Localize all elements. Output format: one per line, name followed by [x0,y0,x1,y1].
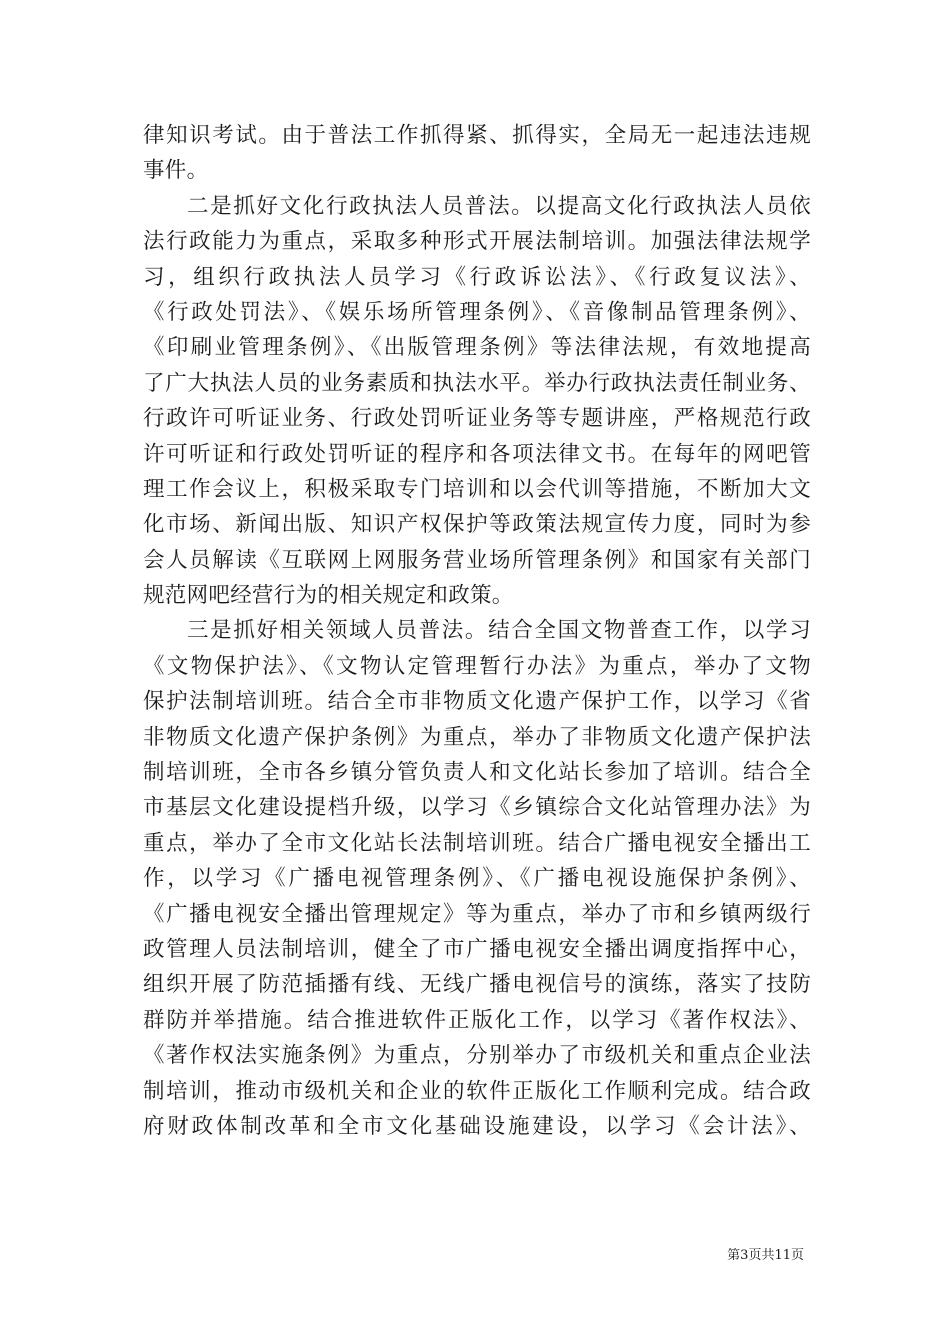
text-line: 《印刷业管理条例》、《出版管理条例》等法律法规，有效地提高 [143,335,811,361]
text-line: 会人员解读《互联网上网服务营业场所管理条例》和国家有关部门 [143,547,811,573]
text-line: 行政许可听证业务、行政处罚听证业务等专题讲座，严格规范行政 [143,406,811,432]
text-line: 化市场、新闻出版、知识产权保护等政策法规宣传力度，同时为参 [143,512,811,538]
text-line: 保护法制培训班。结合全市非物质文化遗产保护工作，以学习《省 [143,689,811,715]
text-line: 《著作权法实施条例》为重点，分别举办了市级机关和重点企业法 [143,1043,811,1069]
text-line: 了广大执法人员的业务素质和执法水平。举办行政执法责任制业务、 [143,370,811,396]
text-line: 群防并举措施。结合推进软件正版化工作，以学习《著作权法》、 [143,1007,811,1033]
text-line: 作，以学习《广播电视管理条例》、《广播电视设施保护条例》、 [143,866,811,892]
text-line: 非物质文化遗产保护条例》为重点，举办了非物质文化遗产保护法 [143,724,811,750]
text-line: 重点，举办了全市文化站长法制培训班。结合广播电视安全播出工 [143,830,811,856]
page-number-label: 第3页共11页 [727,1248,804,1263]
text-line: 《广播电视安全播出管理规定》等为重点，举办了市和乡镇两级行 [143,901,811,927]
text-line: 《文物保护法》、《文物认定管理暂行办法》为重点，举办了文物 [143,653,811,679]
text-line: 法行政能力为重点，采取多种形式开展法制培训。加强法律法规学 [143,229,811,255]
text-line: 政管理人员法制培训，健全了市广播电视安全播出调度指挥中心， [143,936,811,962]
paragraph-start-line: 二是抓好文化行政执法人员普法。以提高文化行政执法人员依 [187,193,811,219]
text-line: 组织开展了防范插播有线、无线广播电视信号的演练，落实了技防 [143,972,811,998]
paragraph-start-line: 三是抓好相关领域人员普法。结合全国文物普查工作，以学习 [187,618,811,644]
text-line: 规范网吧经营行为的相关规定和政策。 [143,583,514,609]
text-line: 事件。 [143,158,209,184]
text-line: 制培训，推动市级机关和企业的软件正版化工作顺利完成。结合政 [143,1078,811,1104]
text-line: 《行政处罚法》、《娱乐场所管理条例》、《音像制品管理条例》、 [143,299,811,325]
text-line: 市基层文化建设提档升级，以学习《乡镇综合文化站管理办法》为 [143,795,811,821]
text-line: 律知识考试。由于普法工作抓得紧、抓得实，全局无一起违法违规 [143,123,811,148]
document-body [143,118,811,1144]
text-line: 制培训班，全市各乡镇分管负责人和文化站长参加了培训。结合全 [143,760,811,786]
text-line: 许可听证和行政处罚听证的程序和各项法律文书。在每年的网吧管 [143,441,811,467]
text-line: 习，组织行政执法人员学习《行政诉讼法》、《行政复议法》、 [143,264,811,290]
text-line: 理工作会议上，积极采取专门培训和以会代训等措施，不断加大文 [143,476,811,502]
text-line: 府财政体制改革和全市文化基础设施建设，以学习《会计法》、 [143,1113,811,1139]
page-number-footer [727,1248,804,1264]
